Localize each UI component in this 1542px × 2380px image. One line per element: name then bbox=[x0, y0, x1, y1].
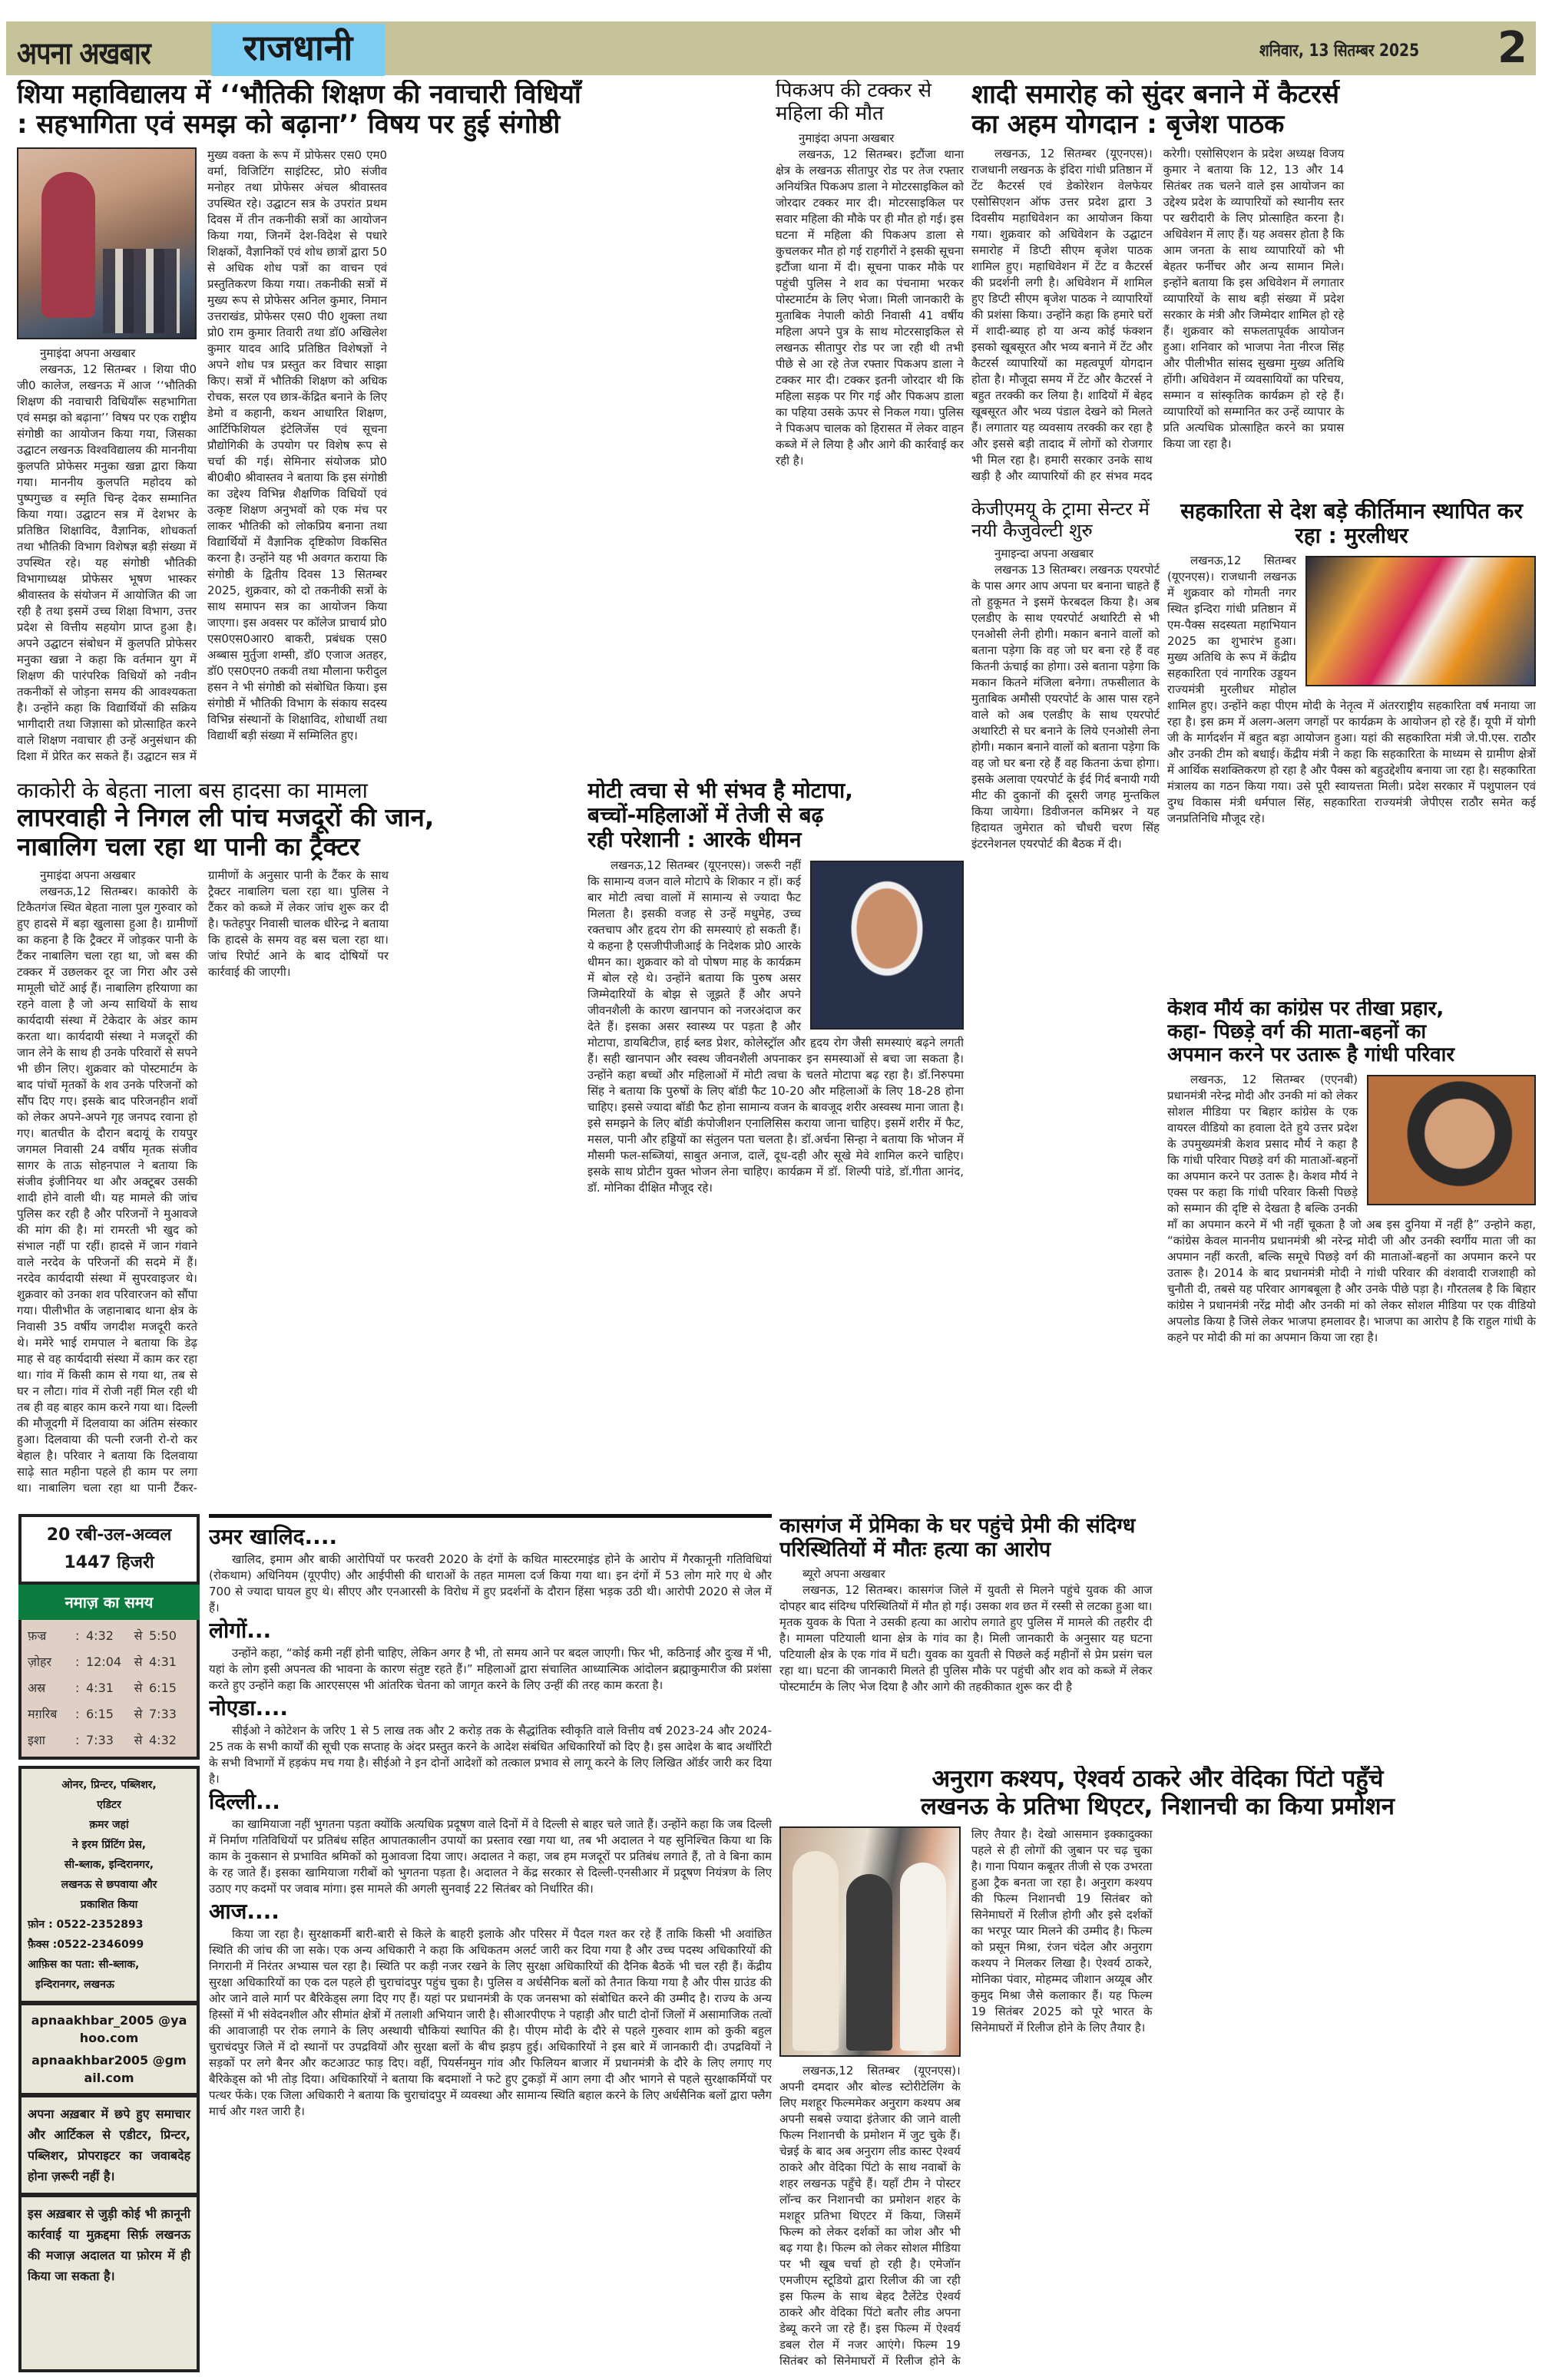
audience-figures bbox=[103, 249, 180, 333]
obesity-headline-3: रही परेशानी : आरके धीमन bbox=[587, 827, 802, 853]
brief-text: सीईओ ने कोटेशन के जरिए 1 से 5 लाख तक और 2 करोड़ तक के सैद्धांतिक स्वीकृति वाले वित्तीय वर्ष 2023-24 और 2024-25 तक के सभी कार्यों की सूची एक सप्ताह के अंदर प्रस्तुत करने के आदेश संबंधित अधिकारियों को दिए है। इस आदेश के बाद अथॉरिटी के सभी विभागों में हड़कंप मच गया है। सीईओ ने इन दोनों आदेशों को तत्काल प्रभाव से लागू करने के लिए लिखित ऑर्डर जारी कर दिया है। bbox=[209, 1724, 772, 1786]
namaz-sep: से bbox=[134, 1681, 143, 1695]
briefs-content bbox=[209, 1522, 772, 2372]
issue-date: शनिवार, 13 सितम्बर 2025 bbox=[1259, 41, 1420, 61]
imprint-line: प्रकाशित किया bbox=[80, 1899, 138, 1911]
colon: : bbox=[75, 1707, 80, 1721]
namaz-from: 7:33 bbox=[86, 1733, 114, 1747]
caterers-body-text: लखनऊ, 12 सितम्बर (यूएनएस)। राजधानी लखनऊ के इंदिरा गांधी प्रतिष्ठान में टेंट कैटरर्स एवं डेकोरेशन वेलफेयर एसोसिएशन ऑफ उत्तर प्रदेश द्वारा 3 दिवसीय महाधिवेशन का आयोजन किया गया। शुक्रवार को अधिवेशन के उद्घाटन समारोह में डिप्टी सीएम बृजेश पाठक शामिल हुए। महाधिवेशन में टेंट व कैटरर्स की प्रदर्शनी लगी है। अधिवेशन में शामिल हुए डिप्टी सीएम बृजेश पाठक ने व्यापारियों की प्रशंसा किया। उन्होंने कहा कि हमारे घरों में शादी-ब्याह हो या अन्य कोई फंक्शन इसको खूबसूरत और भव्य बनाने में टेंट और कैटरर्स व्यापारियों का महत्वपूर्ण योगदान होता है। मौजूदा समय में टेंट और कैटरर्स ने बहुत तरक्की कर लिया है। शादियों में बेहद खूबसूरत और भव्य पंडाल देखने को मिलते हैं। लगातार यह व्यवसाय तरक्की कर रहा है और इससे बड़ी तादाद में लोगों को रोजगार भी मिल रहा है। हमारी सरकार उनके साथ खड़ी है और व्यापारियों की हर संभव मदद करेगी। एसोसिएशन के प्रदेश अध्यक्ष विजय कुमार ने बताया कि 12, 13 और 14 सितंबर तक चलने वाले इस आयोजन का उद्देश्य प्रदेश के व्यापारियों को स्थानीय स्तर पर खरीदारी के लिए प्रोत्साहित करना है। अधिवेशन में लाए हैं। यह अवसर होता है कि आम जनता के साथ व्यापारियों को भी बेहतर फर्नीचर और अन्य सामान मिले। इन्होंने बताया कि इस अधिवेशन में लगातार व्यापारियों के साथ बड़ी संख्या में प्रदेश सरकार के मंत्री और जिम्मेदार शामिल हो रहे हैं। शुक्रवार को सफलतापूर्वक आयोजन हुआ। शनिवार को भाजपा नेता नीरज सिंह और पीलीभीत सांसद सुखमा मुख्य अतिथि होंगी। अधिवेशन में व्यवसायियों का परिचय, सम्मान व सांस्कृतिक कार्यक्रम हो रहे हैं। व्यापारियों को सम्मानित कर उन्हें व्यापार के प्रति अत्यधिक प्रोत्साहित करने का प्रयास किया जा रहा है। bbox=[971, 147, 1345, 484]
maurya-headline-3: अपमान करने पर उतारू है गांधी परिवार bbox=[1167, 1043, 1454, 1066]
caterers-headline-1: शादी समारोह को सुंदर बनाने में कैटरर्स bbox=[971, 80, 1339, 110]
maurya-story bbox=[1167, 998, 1536, 1505]
obesity-body bbox=[587, 858, 964, 1505]
namaz-to: 4:32 bbox=[149, 1733, 177, 1747]
namaz-name: फ़ज्र bbox=[28, 1628, 47, 1643]
film-promotion-photo bbox=[779, 1826, 961, 2057]
hijri-date-box bbox=[18, 1514, 200, 1585]
pickup-headline: पिकअप की टक्कर से महिला की मौत bbox=[776, 80, 932, 125]
kakori-kicker: काकोरी के बेहता नाला बस हादसा का मामला bbox=[17, 778, 368, 803]
imprint-line: लखनऊ से छपवाया और bbox=[61, 1879, 157, 1891]
paper-name: अपना अखबार bbox=[17, 36, 151, 71]
email-section bbox=[22, 2005, 197, 2097]
namaz-from: 12:04 bbox=[86, 1654, 122, 1669]
namaz-to: 7:33 bbox=[149, 1707, 177, 1721]
imprint-line: एडिटर bbox=[97, 1799, 121, 1811]
seminar-photo bbox=[17, 147, 197, 339]
airport-byline: नुमाइन्दा अपना अखबार bbox=[994, 547, 1094, 561]
kakori-headline-2: नाबालिग चला रहा था पानी का ट्रैक्टर bbox=[17, 831, 360, 862]
imprint-line: ओनर, प्रिन्टर, पब्लिशर, bbox=[61, 1779, 157, 1791]
colon: : bbox=[75, 1628, 80, 1643]
namaz-to: 6:15 bbox=[149, 1681, 177, 1695]
colon: : bbox=[75, 1733, 80, 1747]
brief-text: का खामियाजा नहीं भुगतना पड़ता क्योंकि अत्यधिक प्रदूषण वाले दिनों में वे दिल्ली से बाहर चले जाते हैं। उन्होंने कहा कि जब दिल्ली में निर्माण गतिविधियों पर प्रतिबंध सहित आपातकालीन उपायों का प्रस्ताव रखा गया था, तब भी अदालत ने यह सुनिश्चित किया था कि काम के नुकसान से प्रभावित श्रमिकों को मुआवजा दिया जाए। अदालत ने कहा, जब हम मजदूरों पर प्रतिबंध लगाते हैं, तो वे बिना काम के रह जाते हैं। इसका खामियाजा गरीबों को भुगतना पड़ता है। अदालत ने केंद्र सरकार से दिल्ली-एनसीआर में प्रदूषण नियंत्रण के लिए उठाए गए कदमों पर जवाब मांगा। इस मामले की अगली सुनवाई 22 सितंबर को निर्धारित की। bbox=[209, 1817, 772, 1896]
dhiman-photo bbox=[810, 861, 964, 1030]
kakori-headline-1: लापरवाही ने निगल ली पांच मजदूरों की जान, bbox=[17, 802, 435, 833]
airport-story bbox=[971, 499, 1160, 1505]
obesity-headline-2: बच्चों-महिलाओं में तेजी से बढ़ bbox=[587, 802, 824, 828]
actor-figure bbox=[900, 1863, 946, 2051]
brief-body bbox=[209, 1816, 772, 1897]
imprint-phone: फ़ोन : 0522-2352893 bbox=[28, 1919, 144, 1931]
shia-body-cols bbox=[17, 147, 768, 771]
disclaimer-section bbox=[22, 2097, 197, 2197]
brief-title: आज.... bbox=[209, 1899, 280, 1924]
kakori-byline: नुमाइंदा अपना अखबार bbox=[40, 868, 136, 883]
namaz-sep: से bbox=[134, 1654, 143, 1669]
brief-title: दिल्ली... bbox=[209, 1789, 280, 1814]
namaz-row bbox=[28, 1649, 190, 1675]
colon: : bbox=[75, 1681, 80, 1695]
namaz-row bbox=[28, 1701, 190, 1727]
kashyap-story bbox=[779, 1766, 1536, 2372]
caterers-story bbox=[971, 80, 1536, 491]
maurya-body-text: लखनऊ, 12 सितम्बर (एएनबी) प्रधानमंत्री नरेन्द्र मोदी और उनकी मां को लेकर सोशल मीडिया पर बिहार कांग्रेस के एक वायरल वीडियो का हवाला देते हुये उत्तर प्रदेश के उपमुख्यमंत्री केशव प्रसाद मौर्य ने कहा है कि गांधी परिवार पिछड़े वर्ग की माताओं-बहनों का अपमान करने पर उतारू है। केशव मौर्य ने एक्स पर कहा कि गांधी परिवार किसी पिछड़े को सम्मान की दृष्टि से देखता है बल्कि उनकी माँ का अपमान करने में भी नहीं चूकता है जो अब इस दुनिया में नहीं है” उन्होने कहा, “कांग्रेस केवल माननीय प्रधानमंत्री श्री नरेन्द्र मोदी जी और उनकी स्वर्गीय माता जी का अपमान नहीं करती, बल्कि समूचे पिछड़े वर्ग की माताओं-बहनों का अपमान करने पर उतारू है। 2014 के बाद प्रधानमंत्री मोदी ने गांधी परिवार की वंशवादी राजशाही को चुनौती दी, तबसे यह परिवार आगबबूला है और उनके पीछे पड़ा है। गौरतलब है कि बिहार कांग्रेस ने प्रधानमंत्री नरेंद्र मोदी और उनकी मां को लेकर सोशल मीडिया पर एक वीडियो अपलोड किया है जिसे लेकर भाजपा हमलावर है। भाजपा का आरोप है कि राहुल गांधी के कहने पर मोदी की मां का अपमान किया जा रहा है। bbox=[1167, 1072, 1536, 1344]
namaz-sep: से bbox=[134, 1707, 143, 1721]
brief-title: लोगों... bbox=[209, 1618, 272, 1643]
director-figure bbox=[846, 1874, 892, 2051]
hijri-date bbox=[22, 1517, 197, 1582]
shia-headline-1: शिया महाविद्यालय में ‘‘भौतिकी शिक्षण की नवाचारी विधियाँ bbox=[17, 80, 581, 110]
brief-body bbox=[209, 1926, 772, 2120]
brief-title: नोएडा.... bbox=[209, 1695, 289, 1721]
kasganj-byline: ब्यूरो अपना अखबार bbox=[802, 1567, 885, 1582]
namaz-row bbox=[28, 1675, 190, 1701]
kashyap-body-text: लखनऊ,12 सितम्बर (यूएनएस)। अपनी दमदार और बोल्ड स्टोरीटेलिंग के लिए मशहूर फिल्ममेकर अनुराग कश्यप अब अपनी सबसे ज्यादा इंतेजार की जाने वाली फिल्म निशानची के प्रमोशन में जुट चुके हैं। चेन्नई के बाद अब अनुराग लीड कास्ट ऐश्वर्य ठाकरे और वेदिका पिंटो के साथ नवाबों के शहर लखनऊ पहुँचे हैं। यहाँ टीम ने पोस्टर लॉन्च कर निशानची का प्रमोशन शहर के मशहूर प्रतिभा थिएटर में किया, जिसमें फिल्म को लेकर दर्शकों का जोश और भी बढ़ गया है। फिल्म को लेकर सोशल मीडिया पर भी खूब चर्चा हो रही है। एमेजॉन एमजीएम स्टूडियो द्वारा रिलीज की जा रही इस फिल्म के साथ बेहद टैलेंटेड ऐश्वर्य ठाकरे और वेदिका पिंटो बतौर लीड अपना डेब्यू करने जा रहे हैं। इस फिल्म में ऐश्वर्य डबल रोल में नजर आएंगे। फिल्म 19 सितंबर को सिनेमाघरों में रिलीज होने के लिए तैयार है। देखो आसमान इक्कादुक्का पहले से ही लोगों की जुबान पर चढ़ चुका है। गाना पियान कबूतर तीजी से एक उभरता हुआ ट्रैक बनता जा रहा है। अनुराग कश्यप की फिल्म निशानची 19 सितंबर को सिनेमाघरों में रिलीज होगी और इसे दर्शकों का भरपूर प्यार मिलने की उम्मीद है। फिल्म को प्रसून मिश्रा, रंजन चंदेल और अनुराग कश्यप ने मिलकर लिखा है। ऐश्वर्य ठाकरे, मोनिका पंवार, मोहम्मद जीशान अय्यूब और कुमुद मिश्रा जैसे कलाकार हैं। यह फिल्म 19 सितंबर 2025 को पूरे भारत के सिनेमाघरों में रिलीज होने के लिए तैयार है। bbox=[779, 1827, 1153, 2368]
maurya-body bbox=[1167, 1072, 1536, 1505]
brief-body bbox=[209, 1723, 772, 1787]
jurisdiction-section bbox=[22, 2197, 197, 2292]
briefs-divider bbox=[209, 1514, 772, 1518]
kashyap-headline-1: अनुराग कश्यप, ऐश्वर्य ठाकरे और वेदिका पिंटो पहुँचे bbox=[931, 1766, 1384, 1793]
imprint-line: ने इरम प्रिंटिंग प्रेस, bbox=[71, 1839, 147, 1851]
cooperative-body bbox=[1167, 553, 1536, 990]
disclaimer-text: अपना अख़बार में छपे हुए समाचार और आर्टिकल से एडीटर, प्रिन्टर, पब्लिशर, प्रोपराइटर का जवाबदेह होना ज़रूरी नहीं है। bbox=[28, 2107, 190, 2183]
namaz-name: अस्र bbox=[28, 1681, 46, 1695]
pickup-story bbox=[776, 80, 964, 771]
imprint-line: क़मर जहां bbox=[89, 1819, 129, 1831]
actress-figure bbox=[793, 1851, 839, 2051]
cooperative-photo bbox=[1305, 556, 1536, 686]
hijri-date-line1: 20 रबी-उल-अव्वल bbox=[46, 1526, 172, 1545]
namaz-name: मग़रिब bbox=[28, 1707, 58, 1721]
colon: : bbox=[75, 1654, 80, 1669]
kakori-body-text: लखनऊ,12 सितम्बर। काकोरी के टिकैतगंज स्थित बेहता नाला पुल गुरुवार को हुए हादसे में बड़ा खुलासा हुआ है। ग्रामीणों का कहना है कि ट्रैक्टर में जोड़कर पानी के टैंकर नाबालिग चला रहा था, जो बस की टक्कर में उछलकर दूर जा गिरा और उसे मामूली चोटें आई हैं। नाबालिग हरियाणा का रहने वाला है जो अन्य साथियों के साथ कार्यदायी संस्था में टेकेदार के अंडर काम करता था। कार्यदायी संस्था ने मजदूरों की जान लेने के साथ ही उनके परिवारों से सपने भी छीन लिए। शुक्रवार को पोस्टमार्टम के बाद पांचों मृतकों के शव उनके परिजनों को सौंप दिए गए। इसके बाद परिजनहीन शवों को लेकर अपने-अपने गृह जनपद रवाना हो गए। बातचीत के दौरान बदायूं के रायपुर जगमल निवासी 24 वर्षीय मृतक संजीव सागर के ताऊ सोहनपाल ने बताया कि संजीव इंजीनियर था और अक्टूबर उसकी शादी होने वाली थी। यह मामले की जांच पुलिस कर रही है और परिजनों ने मुआवजे की मांग की है। मां रामरती भी खुद को संभाल नहीं पा रहीं। हादसे में जान गंवाने वाले नरदेव के परिजनों की सदमे में हैं। नरदेव कार्यदायी संस्था में सुपरवाइजर थे। शुक्रवार को उनका शव परिवारजन को सौंपा गया। पीलीभीत के जहानाबाद थाना क्षेत्र के निवासी 35 वर्षीय जगदीश मजदूरी करते थे। ममेरे भाई रामपाल ने बताया कि डेढ़ माह से वह कार्यदायी संस्था में काम कर रहा था। गांव में किसी काम से गया था, तब से घर न लौटा। गांव में रोजी नहीं मिल रही थी तब ही वह बाहर काम करने गया था। दिल्ली की मौजूदगी में दिलवाया का अंतिम संस्कार हुआ। दिलवाया की पत्नी रजनी रो-रो कर बेहाल है। परिवार ने बताया कि दिलवाया साढ़े सात महीना पहले ही काम पर लगा था। नाबालिग चला रहा था पानी टैंकर-ग्रामीणों के अनुसार पानी के टैंकर के साथ ट्रैक्टर नाबालिग चला रहा था। पुलिस ने टैंकर को कब्जे में लेकर जांच शुरू कर दी है। फतेहपुर निवासी चालक धीरेन्द्र ने बताया कि हादसे के समय वह बस चला रहा था। जांच रिपोर्ट आने के बाद दोषियों पर कार्रवाई की जाएगी। bbox=[17, 868, 389, 1496]
imprint-office-line2: इन्दिरानगर, लखनऊ bbox=[35, 1978, 114, 1991]
kasganj-body-text: लखनऊ, 12 सितम्बर। कासगंज जिले में युवती से मिलने पहुंचे युवक की आज दोपहर बाद संदिग्ध परिस्थितियों में मौत हो गई। उसका शव छत में रस्सी से लटका हुआ था। मृतक युवक के पिता ने उसकी हत्या का आरोप लगाते हुए पुलिस में मामले की तहरीर दी है। मामला पटियाली थाना क्षेत्र के गांव का है। मिली जानकारी के अनुसार यह घटना पटियाली क्षेत्र के एक गांव में घटी। युवक का युवती से पिछले कई महीनों से प्रेम प्रसंग चल रहा था। घटना की जानकारी मिलते ही पुलिस मौके पर पहुंची और शव को कब्जे में लेकर पोस्टमार्टम के लिए भेज दिया है और आगे की तहकीकात शुरू कर दी है bbox=[779, 1583, 1153, 1694]
caterers-body bbox=[971, 146, 1536, 491]
hijri-date-line2: 1447 हिजरी bbox=[64, 1553, 154, 1572]
jurisdiction-text: इस अख़बार से जुड़ी कोई भी क़ानूनी कार्रवाई या मुक़द्दमा सिर्फ़ लखनऊ की मजाज़ अदालत या फ़ोरम में ही किया जा सकता है। bbox=[28, 2206, 190, 2283]
imprint-line: सी-ब्लाक, इन्दिरानगर, bbox=[64, 1859, 154, 1871]
pickup-body-col bbox=[776, 131, 964, 771]
namaz-row bbox=[28, 1623, 190, 1649]
maurya-photo bbox=[1367, 1075, 1536, 1205]
airport-body: लखनऊ 13 सितम्बर। लखनऊ एयरपोर्ट के पास अगर आप अपना घर बनाना चाहते हैं तो हुकूमत ने इसमें फेरबदल किया है। अब एलडीए के साथ एयरपोर्ट अथारिटी से भी एनओसी लेनी होगी। मकान बनाने वालों को बताना पड़ेगा कि वह जो घर बना रहे हैं वह कितनी ऊंचाई का होगा। उसे बताना पड़ेगा कि मकान कितने मंजिला बनेगा। तफसीलात के मुताबिक अमौसी एयरपोर्ट के आस पास रहने वाले को अब एलडीए के साथ एयरपोर्ट अथारिटी से घर बनाने के लिये एनओसी लेना होगी। मकान बनाने वालों को बताना पड़ेगा कि वह जो घर बना रहे हैं वह कितना ऊंचा होगा। इसके अलावा एयरपोर्ट के ईर्द गिर्द बनायी गयी मीट की दुकानों की दूसरी जगह मुन्तकिल किया जायेगा। डिवीजनल कमिश्नर ने यह हिदायत जुमेरात को चौधरी चरण सिंह इंटरनेशनल एयरपोर्ट की बैठक में दी। bbox=[971, 563, 1160, 851]
kasganj-story bbox=[779, 1514, 1536, 1758]
maurya-headline-1: केशव मौर्य का कांग्रेस पर तीखा प्रहार, bbox=[1167, 998, 1444, 1020]
sidebar bbox=[18, 1514, 200, 2372]
kasganj-headline-2: परिस्थितियों में मौतः हत्या का आरोप bbox=[779, 1538, 1051, 1562]
imprint-fax: फ़ैक्स :0522-2346099 bbox=[28, 1939, 144, 1951]
shia-story bbox=[17, 80, 768, 771]
namaz-sep: से bbox=[134, 1733, 143, 1747]
brief-title: उमर खालिद.... bbox=[209, 1524, 338, 1549]
shia-body: लखनऊ, 12 सितम्बर । शिया पी0 जी0 कालेज, लखनऊ में आज ‘‘भौतिकी शिक्षण की नवाचारी विधियाँरू सहभागिता एवं समझ को बढ़ाना’’ विषय पर एक राष्ट्रीय संगोष्ठी का आयोजन किया गया, जिसका उद्घाटन लखनऊ विश्वविद्यालय की माननीया कुलपति प्रोफेसर मनुका खन्ना द्वारा किया गया। माननीय कुलपति महोदय को पुष्पगुच्छ व स्मृति चिन्ह देकर सम्मानित किया गया। उद्घाटन सत्र में देशभर के प्रतिष्ठित शिक्षाविद, वैज्ञानिक, शोधकर्ता तथा भौतिकी विभाग विशेषज्ञ बड़ी संख्या में उपस्थित रहे। यह संगोष्ठी भौतिकी विभागाध्यक्ष प्रोफेसर भूषण भास्कर श्रीवास्तव के संयोजन में आयोजित की जा रही है तथा इसमें उच्च शिक्षा विभाग, उत्तर प्रदेश से वित्तीय सहयोग प्राप्त हुआ है। अपने उद्घाटन संबोधन में कुलपति प्रोफेसर मनुका खन्ना ने कहा कि वर्तमान युग में शिक्षण की पारंपरिक विधियों को नवीन तकनीकों से जोड़ना समय की आवश्यकता है। उन्होंने कहा कि विद्यार्थियों की सक्रिय भागीदारी तथा जिज्ञासा को प्रोत्साहित करने वाले शिक्षण नवाचार ही उन्हें अनुसंधान की दिशा में प्रेरित कर सकते हैं। उद्घाटन सत्र में मुख्य वक्ता के रूप में प्रोफेसर एस0 एम0 वर्मा, विजिटिंग साइंटिस्ट, प्रो0 संजीव मनोहर तथा प्रोफेसर अंचल श्रीवास्तव उपस्थित रहे। उद्घाटन सत्र के उपरांत प्रथम दिवस में तीन तकनीकी सत्रों का आयोजन किया गया, जिनमें देश-विदेश से पधारे शिक्षकों, वैज्ञानिकों एवं शोध छात्रों द्वारा 50 से अधिक शोध पत्रों का वाचन एवं प्रस्तुतिकरण किया गया। तकनीकी सत्रों में मुख्य रूप से प्रोफेसर अनिल कुमार, निमान उत्तराखंड, प्रोफेसर एस0 पी0 शुक्ला तथा प्रो0 राम कुमार तिवारी तथा डॉ0 अखिलेश कुमार यादव आदि प्रतिष्ठित विशेषज्ञों ने अपने शोध पत्र प्रस्तुत कर विचार साझा किए। सत्रों में भौतिकी शिक्षण को अधिक रोचक, सरल एव छात्र-केंद्रित बनाने के लिए डेमो व कहानी, कथन आधारित शिक्षण, आर्टिफिशियल इंटेलिजेंस एवं सूचना प्रौद्योगिकी के उपयोग पर विशेष रूप से चर्चा की गई। सेमिनार संयोजक प्रो0 बी0बी0 श्रीवास्तव ने बताया कि इस संगोष्ठी का उद्देश्य विभिन्न शैक्षणिक विधियों एवं उत्कृष्ट शिक्षण अनुभवों को एक मंच पर लाकर भौतिकी को लोकप्रिय बनाना तथा विद्यार्थियों में वैज्ञानिक दृष्टिकोण विकसित करना है। उन्होंने यह भी अवगत कराया कि संगोष्ठी के द्वितीय दिवस 13 सितम्बर 2025, शुक्रवार, को दो तकनीकी सत्रों के साथ समापन सत्र का आयोजन किया जाएगा। इस अवसर पर कॉलेज प्राचार्य प्रो0 एस0एस0आर0 बाकरी, प्रबंधक एस0 अब्बास मुर्तुजा शम्सी, डॉ0 एजाज अतहर, डॉ0 एस0एन0 तकवी तथा मौलाना फरीदुल हसन ने भी संगोष्ठी को संबोधित किया। इस संगोष्ठी में भौतिकी विभाग के संकाय सदस्य विभिन्न संस्थानों के शिक्षाविद, शोधार्थी तथा विद्यार्थी बड़ी संख्या में सम्मिलित हुए। bbox=[17, 148, 387, 764]
obesity-story bbox=[587, 778, 964, 1505]
kasganj-headline-1: कासगंज में प्रेमिका के घर पहुंचे प्रेमी की संदिग्ध bbox=[779, 1514, 1136, 1538]
kakori-body bbox=[17, 868, 580, 1505]
namaz-to: 5:50 bbox=[149, 1628, 177, 1643]
namaz-times-table bbox=[18, 1620, 200, 1760]
namaz-row bbox=[28, 1727, 190, 1754]
shia-headline-2: : सहभागिता एवं समझ को बढ़ाना’’ विषय पर हुई संगोष्ठी bbox=[17, 109, 561, 140]
namaz-from: 6:15 bbox=[86, 1707, 114, 1721]
namaz-title: नमाज़ का समय bbox=[18, 1585, 200, 1620]
brief-text: किया जा रहा है। सुरक्षाकर्मी बारी-बारी से किले के बाहरी इलाके और परिसर में पैदल गश्त कर रहे हैं ताकि किसी भी अवांछित स्थिति की जांच की जा सके। एक अन्य अधिकारी ने कहा कि अधिकतम अलर्ट जारी कर दिया गया है और उच्च पदस्थ अधिकारियों की निगरानी में निरंतर अभ्यास चल रहा है। स्थिति पर कड़ी नजर रखने के लिए सुरक्षा अधिकारियों की दैनिक बैठकें भी चल रही हैं। केंद्रीय सुरक्षा अधिकारियों का एक दल पहले ही चुराचांदपुर पहुंच चुका है। पुलिस व अर्धसैनिक बलों को तैनात किया गया है और पीस ग्राउंड की ओर जाने वाले मार्ग पर बैरिकेड्स लगा दिए गए हैं। यहां पर प्रधानमंत्री के एक जनसभा को संबोधित करने की उम्मीद है। राज्य के अन्य हिस्सों में भी संवेदनशील और सीमांत क्षेत्रों में तलाशी अभियान जारी है। सीआरपीएफ ने पहाड़ी और घाटी दोनों जिलों में असामाजिक तत्वों की आवाजाही पर रोक लगाने के लिए अस्थायी चौकियां स्थापित की है। पीएम मोदी के दौरे से पहले गुरुवार शाम को कुकी बहुल चुराचंदपुर जिले में दो स्थानों पर उपद्रवियों और सुरक्षा बलों के बीच झड़प हुई। अधिकारियों ने इस बारे में जानकारी दी। उपद्रवियों ने सड़कों पर लगे बैनर और कटआउट फाड़ दिए। वहीं, पियर्सनमुन गांव और फिलियन बाजार में प्रधानमंत्री के दौरे के लिए लगाए गए बैरिकेड्स को भी तोड़ दिया। अधिकारियों ने बताया कि बदमाशों ने फटे हुए टुकड़ों में आग लगा दी और भागने से पहले सुरक्षाकर्मियों पर पत्थर फेंके। एक जिला अधिकारी ने बताया कि चुराचांदपुर में व्यवस्था और सामान्य स्थिति बहाल करने के लिए अर्धसैनिक बलों द्वारा फ्लैग मार्च और गश्त जारी है। bbox=[209, 1927, 772, 2118]
namaz-box bbox=[18, 1585, 200, 1760]
caterers-headline-2: का अहम योगदान : बृजेश पाठक bbox=[971, 109, 1285, 140]
cooperative-body-text: लखनऊ,12 सितम्बर (यूएनएस)। राजधानी लखनऊ में शुक्रवार को गोमती नगर स्थित इन्दिरा गांधी प्रतिष्ठान में एम-पैक्स सदस्यता महाभियान 2025 का शुभारंभ हुआ। मुख्य अतिथि के रूप में केंद्रीय सहकारिता एवं नागरिक उड्डयन राज्यमंत्री मुरलीधर मोहोल शामिल हुए। उन्होंने कहा पीएम मोदी के नेतृत्व में अंतरराष्ट्रीय सहकारिता वर्ष मनाया जा रहा है। इस क्रम में अलग-अलग जगहों पर कार्यक्रम के आयोजन हो रहे हैं। यूपी में योगी जी के मार्गदर्शन में बहुत बड़ा आयोजन हुआ। यहां की सहकारिता मंत्री जे.पी.एस. राठौर और उनकी टीम को बधाई। केंद्रीय मंत्री ने कहा कि सहकारिता के माध्यम से ग्रामीण क्षेत्रों में आर्थिक सशक्तिकरण हो रहा है और पैक्स को बहुउद्देशीय बनाया जा रहा है। सहकारिता मंत्रालय का गठन किया गया। उसे पूरी स्वायत्तता मिली। प्रदेश सरकार में पशुपालन एवं दुग्ध विकास मंत्री धर्मपाल सिंह, सहकारिता राज्यमंत्री जेपीएस राठौर समेत कई जनप्रतिनिधि मौजूद रहे। bbox=[1167, 554, 1536, 826]
speaker-figure bbox=[41, 172, 95, 318]
pickup-body: लखनऊ, 12 सितम्बर। इटौंजा थाना क्षेत्र के लखनऊ सीतापुर रोड पर तेज रफ्तार अनियंत्रित पिकअप डाला ने मोटरसाइकिल को जोरदार टक्कर मार दी। मोटरसाइकिल पर सवार महिला की मौके पर ही मौत हो गई। इस घटना में महिला की पिकअप डाला से कुचलकर मौत हो गई राहगीरों ने इसकी सूचना इटौंजा थाना में दी। सूचना पाकर मौके पर पहुंची पुलिस ने शव का पंचनामा भरकर पोस्टमार्टम के लिए भेजा। मिली जानकारी के मुताबिक नेपाली कोठी निवासी 41 वर्षीय महिला अपने पुत्र के साथ मोटरसाइकिल से लखनऊ सीतापुर रोड पर जा रही थी तभी पीछे से आ रहे तेज रफ्तार पिकअप डाला ने टक्कर मार दी। टक्कर इतनी जोरदार थी कि महिला सड़क पर गिर गई और पिकअप डाला का पहिया उसके ऊपर से निकल गया। पुलिस ने पिकअप चालक को हिरासत में लेकर वाहन कब्जे में ले लिया है और आगे की कार्रवाई कर रही है। bbox=[776, 147, 964, 468]
briefs-column bbox=[209, 1514, 772, 2372]
namaz-name: ज़ोहर bbox=[28, 1654, 52, 1669]
imprint-section bbox=[22, 1769, 197, 2005]
imprint-box bbox=[18, 1766, 200, 2372]
section-title: राजधानी bbox=[211, 24, 385, 76]
kakori-story bbox=[17, 778, 580, 1505]
cooperative-headline: सहकारिता से देश बड़े कीर्तिमान स्थापित कर रहा : मुरलीधर bbox=[1180, 499, 1523, 549]
namaz-from: 4:31 bbox=[86, 1681, 114, 1695]
brief-body bbox=[209, 1645, 772, 1694]
airport-headline: केजीएमयू के ट्रामा सेन्टर में नयी कैजुवेल्टी शुरु bbox=[971, 499, 1150, 541]
shia-byline: नुमाइंदा अपना अखबार bbox=[40, 346, 136, 361]
imprint-office-line1: आफ़िस का पता: सी-ब्लाक, bbox=[28, 1959, 140, 1971]
obesity-headline-1: मोटी त्वचा से भी संभव है मोटापा, bbox=[587, 778, 853, 803]
obesity-body-text: लखनऊ,12 सितम्बर (यूएनएस)। जरूरी नहीं कि सामान्य वजन वाले मोटापे के शिकार न हों। कई बार मोटी त्वचा वालों में सामान्य से ज्यादा फैट मिलता है। इसकी वजह से उन्हें मधुमेह, उच्च रक्तचाप और हृदय रोग की समस्याएं हो सकती हैं। ये कहना है एसजीपीजीआई के निदेशक प्रो0 आरके धीमन का। शुक्रवार को वो पोषण माह के कार्यक्रम में बोल रहे थे। उन्होंने बताया कि पुरुष असर जिम्मेदारियों के बोझ से जूझते हैं और अपने जीवनशैली के कारण खानपान को नजरअंदाज कर देते हैं। इसका असर स्वास्थ्य पर पड़ता है और मोटापा, डायबिटीज, हाई ब्लड प्रेशर, कोलेस्ट्रॉल और हृदय रोग जैसी समस्याएं बढ़ने लगती हैं। सही खानपान और स्वस्थ जीवनशैली अपनाकर इन समस्याओं से बचा जा सकता है। उन्होंने कहा बच्चों और महिलाओं में मोटी त्वचा के चलते मोटापा बढ़ रहा है। डॉ.निरुपमा सिंह ने बताया कि पुरुषों के लिए बॉडी फैट 10-20 और महिलाओं के लिए 18-28 होना चाहिए। इससे ज्यादा बॉडी फैट होना सामान्य वजन के बावजूद शरीर अस्वस्थ माना जाता है। इसे समझने के लिए बॉडी कंपोजीशन एनालिसिस कराया जाना चाहिए। इसमें शरीर में फैट, मसल, पानी और हड्डियों का संतुलन पता चलता है। डॉ.अर्चना सिन्हा ने बताया कि भोजन में मौसमी फल-सब्जियां, साबुत अनाज, दालें, दूध-दही और सूखे मेवे शामिल करने चाहिए। इसके साथ प्रोटीन युक्त भोजन लेना चाहिए। कार्यक्रम में डॉ. शिल्पी पांडे, डॉ.गीता आनंद, डॉ. मोनिका दीक्षित मौजूद रहे। bbox=[587, 858, 964, 1195]
kasganj-body bbox=[779, 1566, 1536, 1758]
brief-text: खालिद, इमाम और बाकी आरोपियों पर फरवरी 2020 के दंगों के कथित मास्टरमाइंड होने के आरोप में गैरकानूनी गतिविधियां (रोकथाम) अधिनियम (यूएपीए) और आईपीसी की धाराओं के तहत मामला दर्ज किया गया था। इन दंगों में 53 लोग मारे गए थे और 700 से ज्यादा घायल हुए थे। सीएए और एनआरसी के विरोध में हुए प्रदर्शनों के दौरान हिंसा भड़क उठी थी। आरोपी 2020 से जेल में हैं। bbox=[209, 1552, 772, 1615]
namaz-to: 4:31 bbox=[149, 1654, 177, 1669]
pickup-byline: नुमाइंदा अपना अखबार bbox=[799, 131, 895, 145]
page-number: 2 bbox=[1497, 23, 1527, 73]
email-gmail-link[interactable]: apnaakhbar2005 @gmail.com bbox=[31, 2053, 187, 2085]
brief-body bbox=[209, 1552, 772, 1616]
namaz-from: 4:32 bbox=[86, 1628, 114, 1643]
cooperative-story bbox=[1167, 499, 1536, 990]
kashyap-body bbox=[779, 1826, 1536, 2372]
email-yahoo-link[interactable]: apnaakhbar_2005 @yahoo.com bbox=[31, 2013, 187, 2045]
namaz-sep: से bbox=[134, 1628, 143, 1643]
brief-text: उन्होंने कहा, “कोई कमी नहीं होनी चाहिए, लेकिन अगर है भी, तो समय आने पर बदल जाएगी। फिर भी, कठिनाई और दुःख में भी, यहां के लोग इसी अपनत्व की भावना के कारण संतुष्ट रहते हैं।” महिलाओं द्वारा संचालित आध्यात्मिक आंदोलन ब्रह्माकुमारीज की प्रशंसा करते हुए उन्होंने कहा कि आरएसएस भी आंतरिक चेतना को जागृत करने के लिए उन्हीं की तरह काम करता है। bbox=[209, 1646, 772, 1692]
kashyap-headline-2: लखनऊ के प्रतिभा थिएटर, निशानची का किया प्रमोशन bbox=[921, 1792, 1395, 1820]
maurya-headline-2: कहा- पिछड़े वर्ग की माता-बहनों का bbox=[1167, 1020, 1427, 1043]
airport-body-col bbox=[971, 546, 1160, 1505]
namaz-name: इशा bbox=[28, 1733, 45, 1747]
